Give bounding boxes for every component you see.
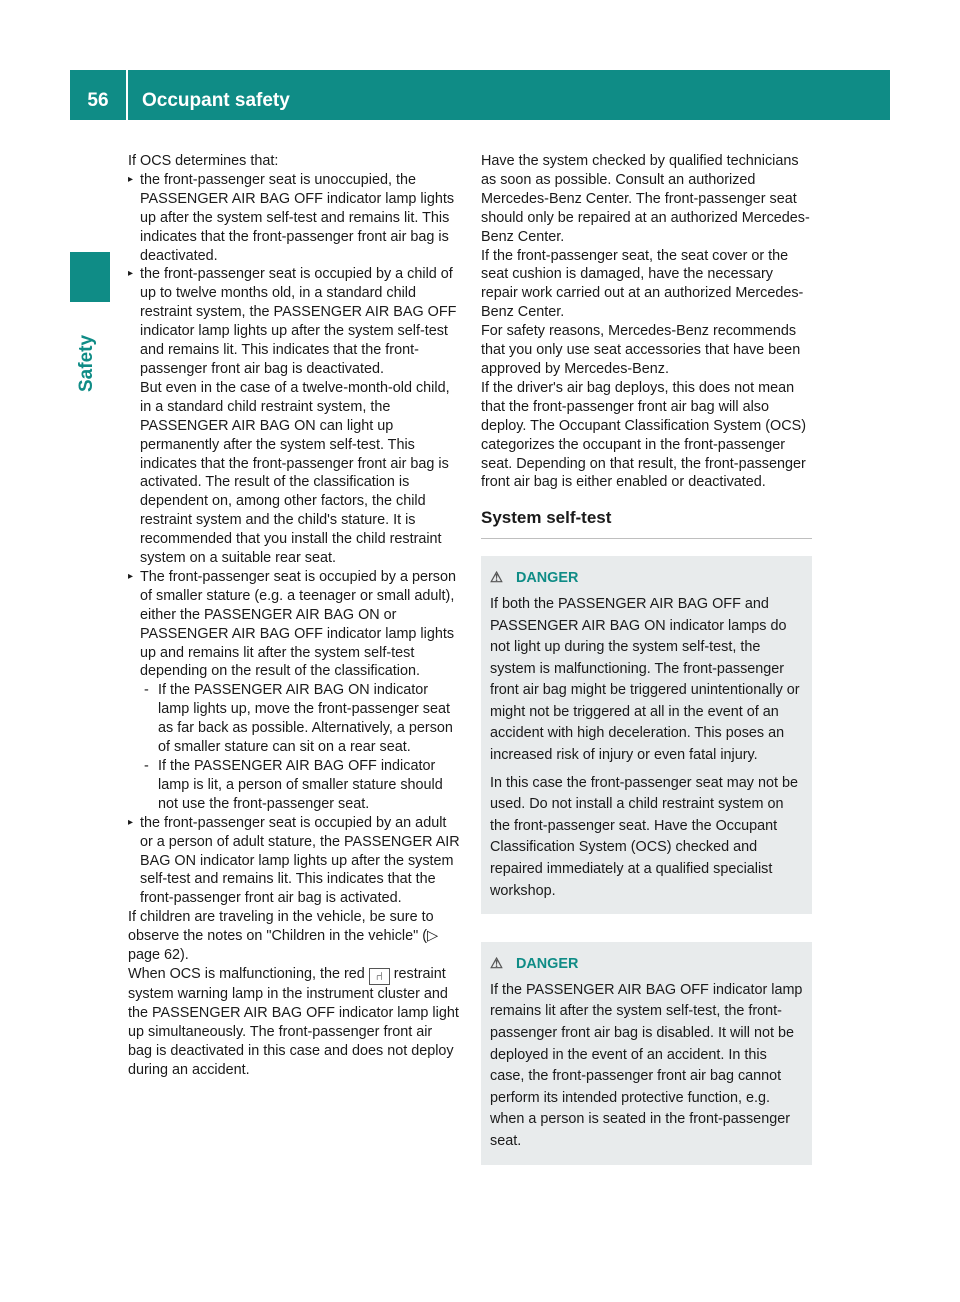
bullet-icon: ▸ bbox=[128, 173, 134, 185]
danger-text: If the PASSENGER AIR BAG OFF indicator lamp remains lit after the system self-test, the front-passenger front air bag is disabled. It will not be deployed in the event of an accident. In this case, the front-passenger front air bag cannot perform its intended protective function, e.g. when a person is seated in the front-passenger seat. bbox=[490, 981, 803, 1149]
list-item-text: The front-passenger seat is occupied by a person of smaller stature (e.g. a teenager or small adult), either the PASSENGER AIR BAG ON or PASSENGER AIR BAG OFF indicator lamp lights up and remains lit after the system self-test depending on the result of the classification. bbox=[140, 568, 456, 680]
children-note bbox=[128, 908, 460, 965]
danger-title-text: DANGER bbox=[516, 956, 579, 973]
bullet-icon: ▸ bbox=[128, 570, 134, 582]
malfunction-note bbox=[128, 965, 460, 1080]
danger-title bbox=[490, 954, 804, 976]
bullet-icon: ▸ bbox=[128, 816, 134, 828]
dash-icon: - bbox=[144, 758, 149, 774]
danger-box bbox=[481, 556, 812, 914]
danger-title bbox=[490, 568, 804, 590]
danger-box bbox=[481, 942, 812, 1164]
danger-text: In this case the front-passenger seat may not be used. Do not install a child restraint system on the front-passenger seat. Have the Occupant Classification System (OCS) checked and repaired immediately at a qualified specialist workshop. bbox=[490, 774, 798, 899]
page-reference-link[interactable]: (▷ page 62). bbox=[128, 928, 439, 964]
paragraph: Have the system checked by qualified technicians as soon as possible. Consult an authorized Mercedes-Benz Center. The front-passenger seat should only be repaired at an authorized Mercedes-Benz Center. bbox=[481, 153, 810, 245]
list-item-text: the front-passenger seat is occupied by a child of up to twelve months old, in a standard child restraint system, the PASSENGER AIR BAG OFF indicator lamp lights up after the system self-test and remains lit. This indicates that the front-passenger front air bag is deactivated. bbox=[140, 266, 457, 377]
bullet-icon: ▸ bbox=[128, 268, 134, 280]
children-note-text: If children are traveling in the vehicle, be sure to observe the notes on "Children in the vehicle" bbox=[128, 909, 434, 945]
malfunction-text-2: restraint system warning lamp in the instrument cluster and the PASSENGER AIR BAG OFF indicator lamp light up simultaneously. The front-passenger front air bag is deactivated in this case and does not deploy during an accident. bbox=[128, 965, 459, 1078]
page-number: 56 bbox=[87, 90, 109, 111]
sub-list-item-text: If the PASSENGER AIR BAG OFF indicator lamp is lit, a person of smaller stature should not use the front-passenger seat. bbox=[158, 758, 443, 812]
danger-title-text: DANGER bbox=[516, 570, 579, 587]
list-item bbox=[128, 171, 460, 266]
sub-list-item bbox=[128, 757, 460, 814]
list-item-text: the front-passenger seat is occupied by an adult or a person of adult stature, the PASSENGER AIR BAG ON indicator lamp lights up after the system self-test and remains lit. This indicates that the front-passenger front air bag is activated. bbox=[140, 814, 460, 907]
list-item-text: the front-passenger seat is unoccupied, the PASSENGER AIR BAG OFF indicator lamp lights up after the system self-test and remains lit. This indicates that the front-passenger front air bag is deactivated. bbox=[140, 171, 455, 264]
sub-list-item-text: If the PASSENGER AIR BAG ON indicator lamp lights up, move the front-passenger seat as far back as possible. Alternatively, a person of smaller stature can sit on a rear seat. bbox=[158, 682, 453, 756]
paragraph: If the front-passenger seat, the seat cover or the seat cushion is damaged, have the necessary repair work carried out at an authorized Mercedes-Benz Center. bbox=[481, 247, 804, 321]
paragraph: For safety reasons, Mercedes-Benz recommends that you only use seat accessories that have been approved by Mercedes-Benz. bbox=[481, 323, 801, 377]
warning-icon: ⚠ bbox=[490, 956, 503, 973]
malfunction-text-1: When OCS is malfunctioning, the red bbox=[128, 965, 365, 982]
list-item bbox=[128, 265, 460, 378]
list-item bbox=[128, 814, 460, 909]
section-title: Occupant safety bbox=[142, 90, 290, 111]
list-item bbox=[128, 568, 460, 681]
danger-text: If both the PASSENGER AIR BAG OFF and PASSENGER AIR BAG ON indicator lamps do not light up during the system self-test, the system is malfunctioning. The front-passenger front air bag might be triggered unintentionally or might not be triggered at all in the event of an accident with high deceleration. This poses an increased risk of injury or even fatal injury. bbox=[490, 595, 800, 764]
dash-icon: - bbox=[144, 682, 149, 699]
side-label: Safety bbox=[76, 334, 97, 392]
warning-icon: ⚠ bbox=[490, 570, 503, 587]
header-divider bbox=[126, 70, 128, 120]
subheading: System self-test bbox=[481, 506, 812, 539]
list-item-continuation: But even in the case of a twelve-month-old child, in a standard child restraint system, the PASSENGER AIR BAG ON can light up permanently after the system self-test. This indicates that the front-passenger front air bag is activated. The result of the classification is dependent on, among other factors, the child restraint system and the child's stature. It is recommended that you install the child restraint system on a suitable rear seat. bbox=[140, 379, 450, 567]
intro-text: If OCS determines that: bbox=[128, 153, 279, 169]
right-column bbox=[481, 152, 812, 1165]
paragraph: If the driver's air bag deploys, this does not mean that the front-passenger front air bag will also deploy. The Occupant Classification System (OCS) categorizes the occupant in the front-passenger seat. Depending on that result, the front-passenger front air bag is either enabled or deactivated. bbox=[481, 379, 806, 491]
seat-warning-icon: ⑁ bbox=[369, 968, 390, 985]
sub-list-item bbox=[128, 681, 460, 757]
left-column bbox=[128, 152, 460, 1080]
